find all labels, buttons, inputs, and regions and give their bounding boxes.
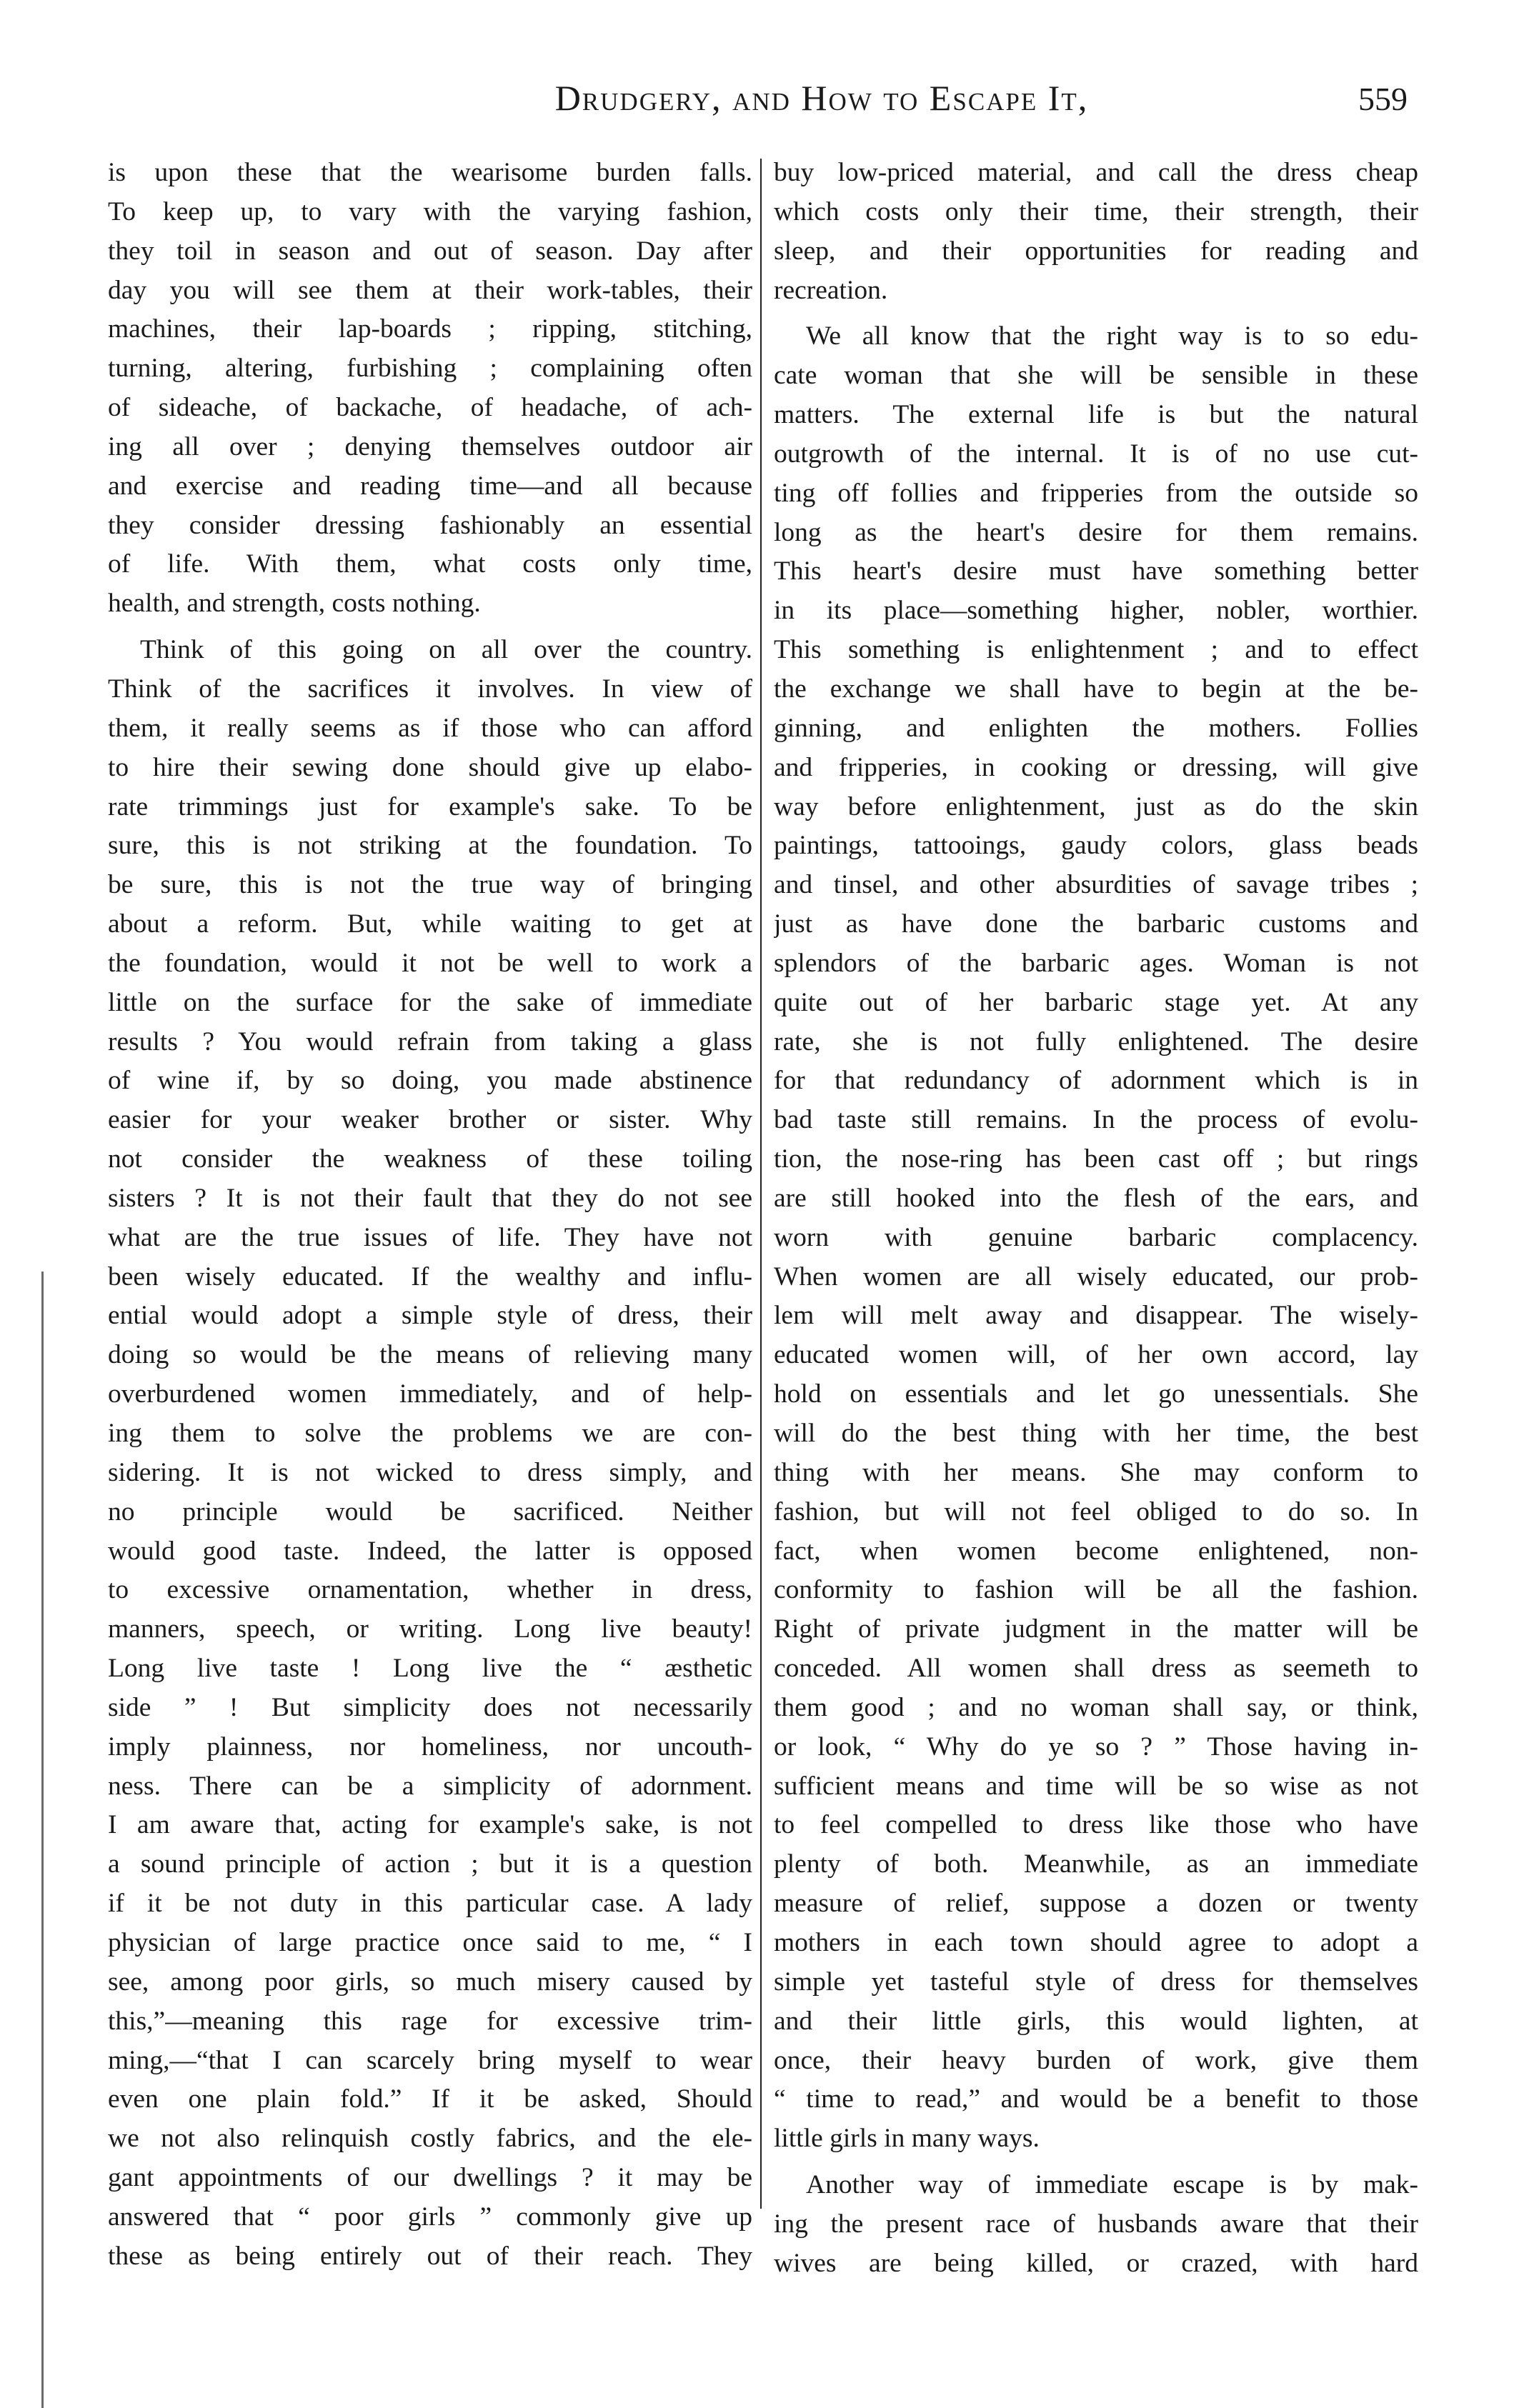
paragraph-gap [774, 310, 1418, 317]
text-line: sisters ? It is not their fault that they do not see [108, 1183, 752, 1213]
text-line: to feel compelled to dress like those who have [774, 1810, 1418, 1840]
page-number: 559 [1358, 81, 1408, 117]
text-line: measure of relief, suppose a dozen or twenty [774, 1889, 1418, 1919]
text-line: be sure, this is not the true way of bringing [108, 870, 752, 900]
text-line: day you will see them at their work-tables, their [108, 275, 752, 305]
text-line: for that redundancy of adornment which is in [774, 1066, 1418, 1096]
text-line: overburdened women immediately, and of help- [108, 1379, 752, 1409]
text-line: splendors of the barbaric ages. Woman is not [774, 948, 1418, 978]
text-line: thing with her means. She may conform to [774, 1457, 1418, 1487]
right-column [774, 154, 1418, 2311]
paragraph-gap [774, 2159, 1418, 2166]
text-line: Think of this going on all over the country. [140, 635, 752, 665]
text-line: quite out of her barbaric stage yet. At any [774, 987, 1418, 1017]
text-line: imply plainness, nor homeliness, nor uncouth- [108, 1732, 752, 1762]
text-line: bad taste still remains. In the process of evolu- [774, 1105, 1418, 1135]
text-line: sufficient means and time will be so wise as not [774, 1771, 1418, 1801]
text-line: a sound principle of action ; but it is a question [108, 1849, 752, 1879]
text-line: sure, this is not striking at the foundation. To [108, 831, 752, 861]
text-line: if it be not duty in this particular case. A lady [108, 1889, 752, 1919]
text-line: about a reform. But, while waiting to get at [108, 909, 752, 939]
text-line: When women are all wisely educated, our prob- [774, 1262, 1418, 1292]
text-line: rate trimmings just for example's sake. To be [108, 791, 752, 821]
text-line: buy low-priced material, and call the dress cheap [774, 158, 1418, 187]
text-line: little on the surface for the sake of immediate [108, 987, 752, 1017]
text-line: paintings, tattooings, gaudy colors, glass beads [774, 831, 1418, 861]
text-line: cate woman that she will be sensible in these [774, 361, 1418, 391]
text-line: just as have done the barbaric customs and [774, 909, 1418, 939]
text-line: educated women will, of her own accord, lay [774, 1340, 1418, 1370]
text-line: machines, their lap-boards ; ripping, stitching, [108, 314, 752, 344]
text-line: gant appointments of our dwellings ? it may be [108, 2163, 752, 2193]
text-line: outgrowth of the internal. It is of no use cut- [774, 439, 1418, 469]
text-line: no principle would be sacrificed. Neither [108, 1497, 752, 1527]
text-line: plenty of both. Meanwhile, as an immediate [774, 1849, 1418, 1879]
text-line: and their little girls, this would lighten, at [774, 2006, 1418, 2036]
text-line: is upon these that the wearisome burden falls. [108, 158, 752, 187]
text-line: ing all over ; denying themselves outdoor air [108, 431, 752, 461]
text-line: Think of the sacrifices it involves. In view of [108, 674, 752, 704]
text-line: doing so would be the means of relieving many [108, 1340, 752, 1370]
text-line: manners, speech, or writing. Long live beauty! [108, 1614, 752, 1644]
text-line: recreation. [774, 275, 888, 305]
text-line: fact, when women become enlightened, non- [774, 1536, 1418, 1566]
text-line: sidering. It is not wicked to dress simply, and [108, 1457, 752, 1487]
text-line: to hire their sewing done should give up elabo- [108, 752, 752, 782]
text-line: lem will melt away and disappear. The wisely- [774, 1301, 1418, 1331]
text-line: To keep up, to vary with the varying fashion, [108, 196, 752, 226]
text-line: simple yet tasteful style of dress for themselves [774, 1967, 1418, 1997]
text-line: to excessive ornamentation, whether in dress, [108, 1575, 752, 1605]
text-line: them good ; and no woman shall say, or think, [774, 1692, 1418, 1722]
text-line: This heart's desire must have something better [774, 556, 1418, 586]
text-line: ting off follies and fripperies from the outside so [774, 478, 1418, 508]
paragraph-gap [108, 624, 752, 631]
text-line: which costs only their time, their strength, their [774, 196, 1418, 226]
text-line: ing them to solve the problems we are con- [108, 1419, 752, 1448]
text-line: ing the present race of husbands aware that their [774, 2209, 1418, 2239]
text-line: been wisely educated. If the wealthy and influ- [108, 1262, 752, 1292]
text-line: ginning, and enlighten the mothers. Follies [774, 713, 1418, 743]
text-line: or look, “ Why do ye so ? ” Those having in- [774, 1732, 1418, 1762]
text-line: way before enlightenment, just as do the skin [774, 791, 1418, 821]
text-line: answered that “ poor girls ” commonly give up [108, 2202, 752, 2232]
text-line: worn with genuine barbaric complacency. [774, 1222, 1418, 1252]
text-line: long as the heart's desire for them remains. [774, 517, 1418, 547]
text-line: them, it really seems as if those who can afford [108, 713, 752, 743]
text-line: hold on essentials and let go unessentials. She [774, 1379, 1418, 1409]
text-line: physician of large practice once said to me, “ I [108, 1927, 752, 1957]
text-line: side ” ! But simplicity does not necessarily [108, 1692, 752, 1722]
text-line: the foundation, would it not be well to work a [108, 948, 752, 978]
text-line: tion, the nose-ring has been cast off ; but rings [774, 1144, 1418, 1174]
text-line: of life. With them, what costs only time, [108, 549, 752, 579]
text-line: We all know that the right way is to so edu- [806, 321, 1418, 351]
text-line: turning, altering, furbishing ; complaining often [108, 354, 752, 384]
text-line: results ? You would refrain from taking a glass [108, 1026, 752, 1056]
text-line: conformity to fashion will be all the fashion. [774, 1575, 1418, 1605]
text-line: will do the best thing with her time, the best [774, 1419, 1418, 1448]
text-line: see, among poor girls, so much misery caused by [108, 1967, 752, 1997]
text-line: these as being entirely out of their reach. They [108, 2241, 752, 2271]
text-line: this,”—meaning this rage for excessive trim- [108, 2006, 752, 2036]
text-line: sleep, and their opportunities for reading and [774, 236, 1418, 266]
text-line: “ time to read,” and would be a benefit to those [774, 2084, 1418, 2114]
text-line: not consider the weakness of these toiling [108, 1144, 752, 1174]
column-divider [760, 159, 762, 2209]
left-column [108, 154, 752, 2311]
text-line: and tinsel, and other absurdities of savage tribes ; [774, 870, 1418, 900]
text-line: even one plain fold.” If it be asked, Should [108, 2084, 752, 2114]
text-line: ness. There can be a simplicity of adornment. [108, 1771, 752, 1801]
text-line: matters. The external life is but the natural [774, 400, 1418, 430]
text-line: fashion, but will not feel obliged to do so. In [774, 1497, 1418, 1527]
text-line: would good taste. Indeed, the latter is opposed [108, 1536, 752, 1566]
text-line: in its place—something higher, nobler, worthier. [774, 596, 1418, 626]
text-line: they toil in season and out of season. Day after [108, 236, 752, 266]
text-line: what are the true issues of life. They have not [108, 1222, 752, 1252]
text-line: and exercise and reading time—and all because [108, 471, 752, 501]
text-line: are still hooked into the flesh of the ears, and [774, 1183, 1418, 1213]
page-header [107, 77, 1429, 134]
text-line: little girls in many ways. [774, 2124, 1040, 2154]
text-line: mothers in each town should agree to adopt a [774, 1927, 1418, 1957]
text-line: of wine if, by so doing, you made abstinence [108, 1066, 752, 1096]
text-line: they consider dressing fashionably an essential [108, 510, 752, 540]
text-line: Another way of immediate escape is by mak- [806, 2170, 1418, 2200]
text-line: Long live taste ! Long live the “ æsthetic [108, 1654, 752, 1684]
text-line: the exchange we shall have to begin at the be- [774, 674, 1418, 704]
text-line: I am aware that, acting for example's sake, is not [108, 1810, 752, 1840]
text-line: once, their heavy burden of work, give them [774, 2045, 1418, 2075]
text-line: conceded. All women shall dress as seemeth to [774, 1654, 1418, 1684]
text-line: wives are being killed, or crazed, with hard [774, 2248, 1418, 2278]
text-line: rate, she is not fully enlightened. The desire [774, 1026, 1418, 1056]
text-line: easier for your weaker brother or sister. Why [108, 1105, 752, 1135]
text-line: of sideache, of backache, of headache, of ach- [108, 393, 752, 423]
text-line: ential would adopt a simple style of dress, their [108, 1301, 752, 1331]
text-line: This something is enlightenment ; and to effect [774, 635, 1418, 665]
scan-edge [41, 1272, 44, 2408]
text-line: health, and strength, costs nothing. [108, 589, 481, 619]
text-line: ming,—“that I can scarcely bring myself to wear [108, 2045, 752, 2075]
text-line: we not also relinquish costly fabrics, and the ele- [108, 2124, 752, 2154]
text-line: and fripperies, in cooking or dressing, will give [774, 752, 1418, 782]
text-line: Right of private judgment in the matter will be [774, 1614, 1418, 1644]
running-title: Drudgery, and How to Escape It, [554, 78, 1089, 118]
